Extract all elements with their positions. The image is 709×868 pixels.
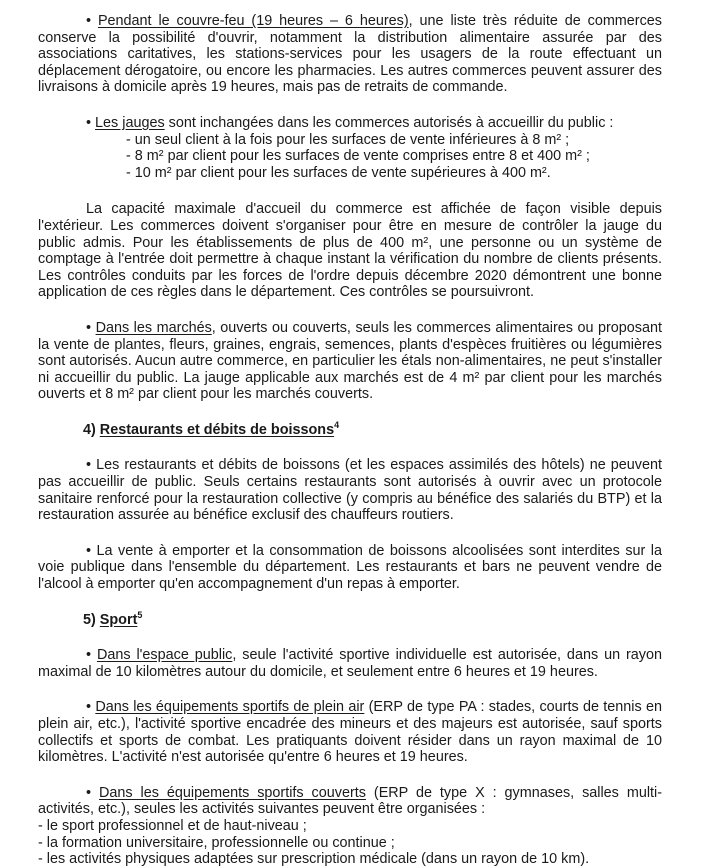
paragraph-restaurants-2: • La vente à emporter et la consommation de boissons alcoolisées sont interdites sur la voie publique dans l'ensemble du département. Les restaurants et bars ne peuvent vendre de l'alcool à emporter qu'en accompagnement d'un repas à emporter.: [38, 543, 662, 593]
paragraph-capacite: La capacité maximale d'accueil du commerce est affichée de façon visible depuis l'extérieur. Les commerces doivent s'organiser pour être en mesure de contrôler la jauge du public admis. Pour les établissements de plus de 400 m², une personne ou un système de comptage à l'entrée doit permettre à chaque instant la vérification du nombre de clients présents. Les contrôles conduits par les forces de l'ordre depuis décembre 2020 démontrent une bonne application de ces règles dans le département. Ces contrôles se poursuivront.: [38, 201, 662, 301]
paragraph-jauges: [38, 115, 662, 132]
underlined-lead: Dans les équipements sportifs de plein air: [95, 699, 365, 716]
paragraph-text: (ERP de type X : gymnases, salles multi-activités, etc.), seules les activités suivantes peuvent être organisées :: [38, 784, 663, 818]
paragraph-text: , une liste très réduite de commerces conserve la possibilité d'ouvrir, notamment la distribution alimentaire assurée par des associations caritatives, les stations-services pour les usagers de la route effectuant un déplacement dérogatoire, ou encore les pharmacies. Les autres commerces peuvent assurer des livraisons à domicile après 19 heures, mais pas de retraits de commande.: [38, 13, 662, 96]
list-item: - 8 m² par client pour les surfaces de vente comprises entre 8 et 400 m² ;: [126, 148, 590, 165]
footnote-marker: 4: [334, 420, 340, 431]
paragraph-marches: [38, 320, 662, 403]
paragraph-text: sont inchangées dans les commerces autorisés à accueillir du public :: [164, 114, 614, 131]
paragraph-plein-air: [38, 699, 662, 765]
paragraph-couverts: [38, 785, 662, 818]
section-title: Sport: [99, 611, 138, 628]
jauges-list: [38, 132, 662, 182]
paragraph-text: , ouverts ou couverts, seuls les commerces alimentaires ou proposant la vente de plantes, fleurs, graines, engrais, semences, plants d'espèces fruitières ou légumières sont autorisés. Aucun autre commerce, en particulier les étals non-alimentaires, ne peut s'installer ni accueillir du public. La jauge applicable aux marchés est de 4 m² par client pour les marchés ouverts et 8 m² par client pour les marchés couverts.: [38, 319, 662, 403]
list-item: - la formation universitaire, professionnelle ou continue ;: [38, 834, 395, 851]
paragraph-text: , seule l'activité sportive individuelle est autorisée, dans un rayon maximal de 10 kilomètres autour du domicile, et seulement entre 6 heures et 19 heures.: [38, 647, 662, 680]
paragraph-couvre-feu: [38, 13, 662, 96]
list-item: - un seul client à la fois pour les surfaces de vente inférieures à 8 m² ;: [126, 131, 570, 148]
list-item: - les activités physiques adaptées sur prescription médicale (dans un rayon de 10 km).: [38, 851, 590, 868]
document-page: [38, 13, 662, 868]
section-title: Restaurants et débits de boissons: [99, 421, 335, 438]
paragraph-text: (ERP de type PA : stades, courts de tennis en plein air, etc.), l'activité sportive encadrée des mineurs et des majeurs est autorisée, sauf sports collectifs et sports de combat. Les pratiquants doivent résider dans un rayon maximal de 10 kilomètres. L'activité n'est autorisée qu'entre 6 heures et 19 heures.: [38, 699, 662, 766]
paragraph-espace-public: [38, 647, 662, 680]
list-item: - le sport professionnel et de haut-niveau ;: [38, 817, 307, 834]
footnote-marker: 5: [137, 609, 143, 620]
list-item: - 10 m² par client pour les surfaces de vente supérieures à 400 m².: [126, 164, 551, 181]
underlined-lead: Dans les marchés: [95, 319, 212, 336]
underlined-lead: Les jauges: [95, 114, 165, 131]
section-heading-4: [38, 422, 662, 439]
paragraph-restaurants-1: • Les restaurants et débits de boissons (et les espaces assimilés des hôtels) ne peuvent pas accueillir de public. Seuls certains restaurants sont autorisés à ouvrir avec un protocole sanitaire renforcé pour la restauration collective (y compris au bénéfice des salariés du BTP) et la restauration assurée au bénéfice exclusif des chauffeurs routiers.: [38, 457, 662, 523]
underlined-lead: Dans les équipements sportifs couverts: [99, 784, 366, 801]
underlined-lead: Pendant le couvre-feu (19 heures – 6 heures): [97, 13, 409, 29]
section-number: 5): [83, 611, 100, 628]
underlined-lead: Dans l'espace public: [96, 647, 233, 664]
couverts-list: [38, 818, 662, 868]
section-heading-5: [38, 609, 662, 629]
section-number: 4): [83, 421, 100, 438]
